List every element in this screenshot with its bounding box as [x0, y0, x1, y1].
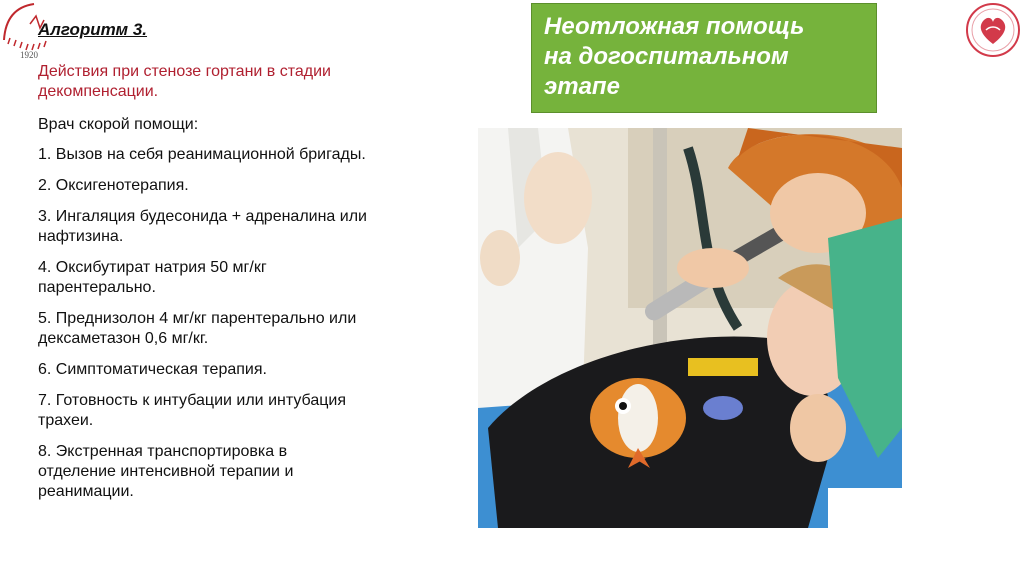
emergency-care-banner	[531, 3, 877, 113]
list-item: 5. Преднизолон 4 мг/кг парентерально или дексаметазон 0,6 мг/кг.	[38, 310, 357, 347]
list-item: 7. Готовность к интубации или интубация трахеи.	[38, 392, 346, 429]
list-item: 2. Оксигенотерапия.	[38, 177, 189, 194]
list-item: 1. Вызов на себя реанимационной бригады.	[38, 146, 366, 163]
list-item: 6. Симптоматическая терапия.	[38, 361, 267, 378]
algorithm-title: Алгоритм 3.	[38, 20, 148, 39]
banner-line-1: Неотложная помощь	[544, 13, 805, 40]
medical-photo	[478, 128, 902, 528]
banner-line-3: этапе	[544, 73, 620, 100]
heart-emblem-icon	[962, 0, 1024, 62]
steps-list	[38, 145, 368, 513]
list-item: 3. Ингаляция будесонида + адреналина или нафтизина.	[38, 208, 367, 245]
algorithm-subtitle: Действия при стенозе гортани в стадии декомпенсации.	[38, 63, 331, 100]
list-item: 8. Экстренная транспортировка в отделение интенсивной терапии и реанимации.	[38, 443, 294, 500]
list-item: 4. Оксибутират натрия 50 мг/кг парентерально.	[38, 259, 267, 296]
logo-year: 1920	[20, 50, 38, 60]
doctor-intro: Врач скорой помощи:	[38, 116, 199, 133]
banner-line-2: на догоспитальном	[544, 43, 789, 70]
